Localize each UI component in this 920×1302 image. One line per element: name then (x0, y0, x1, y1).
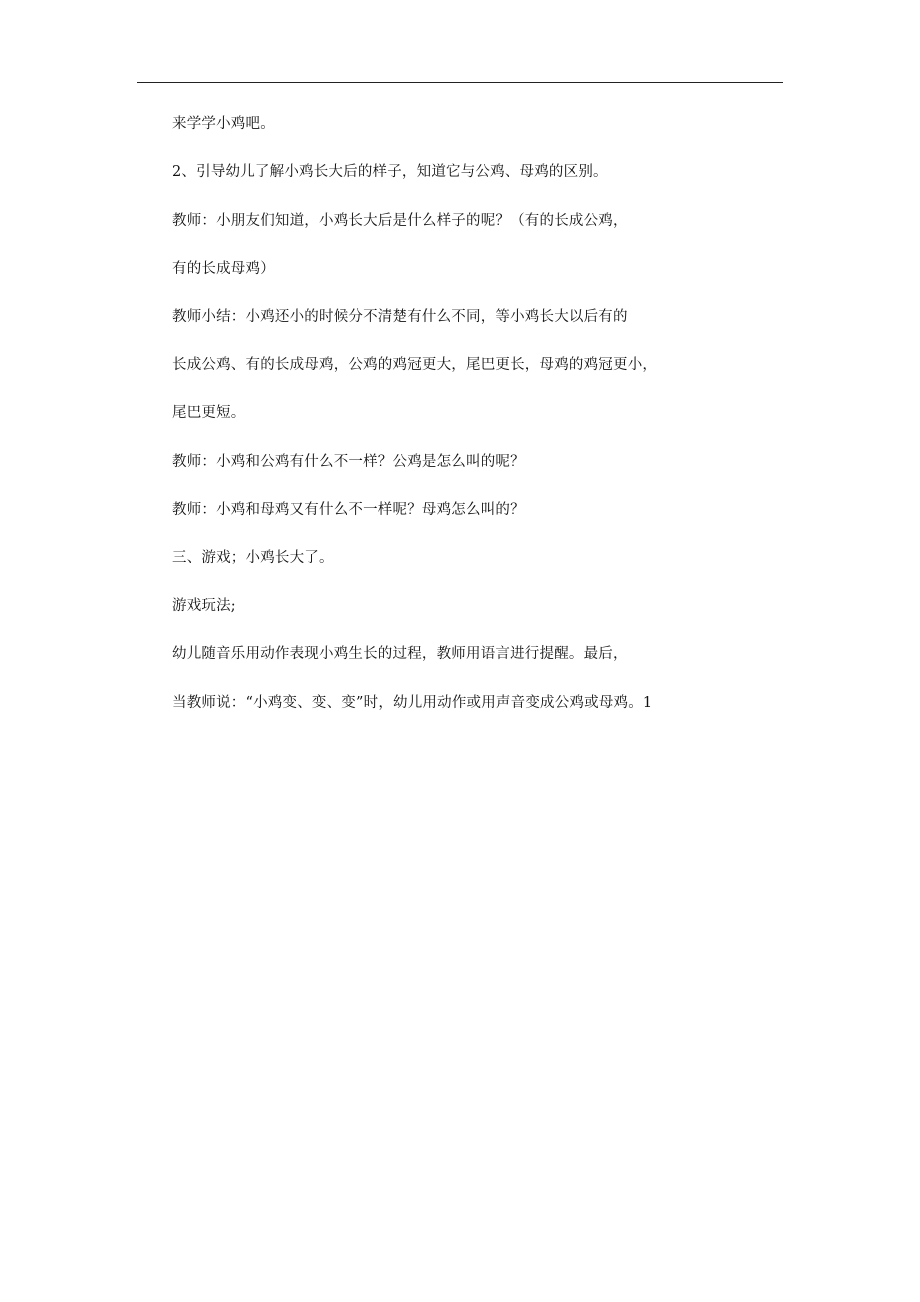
text-line: 当教师说：“小鸡变、变、变”时，幼儿用动作或用声音变成公鸡或母鸡。1 (172, 695, 653, 711)
text-line: 尾巴更短。 (172, 405, 246, 421)
section-heading: 三、游戏；小鸡长大了。 (172, 550, 334, 566)
text-line: 2、引导幼儿了解小鸡长大后的样子，知道它与公鸡、母鸡的区别。 (172, 164, 608, 180)
header-rule (137, 82, 783, 83)
text-line: 幼儿随音乐用动作表现小鸡生长的过程，教师用语言进行提醒。最后， (172, 646, 628, 662)
text-line: 教师小结：小鸡还小的时候分不清楚有什么不同，等小鸡长大以后有的 (172, 309, 628, 325)
text-line: 教师：小朋友们知道，小鸡长大后是什么样子的呢？（有的长成公鸡， (172, 213, 628, 229)
text-line: 长成公鸡、有的长成母鸡，公鸡的鸡冠更大，尾巴更长，母鸡的鸡冠更小， (172, 357, 658, 373)
text-line: 教师：小鸡和公鸡有什么不一样？公鸡是怎么叫的呢？ (172, 454, 525, 470)
text-line: 游戏玩法; (172, 598, 236, 614)
text-line: 来学学小鸡吧。 (172, 116, 275, 132)
text-line: 有的长成母鸡） (172, 261, 275, 277)
text-line: 教师：小鸡和母鸡又有什么不一样呢？母鸡怎么叫的？ (172, 502, 525, 518)
